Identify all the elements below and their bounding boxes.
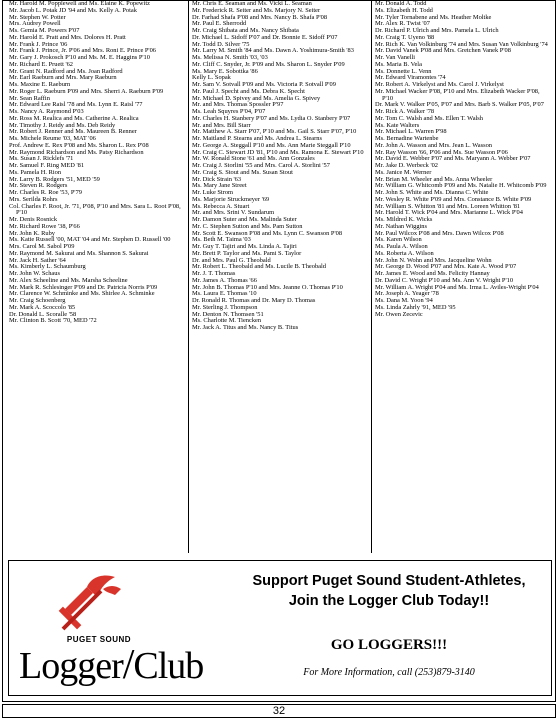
donor-entry: Ms. Mildred K. Wicks — [375, 216, 433, 223]
donor-entry: Dr. Richard P. Ulrich and Mrs. Pamela L. Ulrich — [375, 27, 499, 34]
logo-wordmark — [19, 642, 204, 688]
donor-entry: Ms. Leah Squyres P'04, P'07 — [192, 108, 266, 115]
donor-entry: Mr. Frederick R. Seiter and Ms. Marjory N. Seiter — [192, 6, 321, 14]
donor-entry: Ms. Melissa N. Smith '03, '03 — [192, 54, 268, 61]
logger-club-ad — [8, 560, 552, 696]
donor-entry: Mr. Harold E. Pratt and Mrs. Dolores H. Pratt — [9, 33, 126, 41]
donor-entry: Mr. Rick A. Walker '78 — [375, 108, 435, 115]
donor-entry: Mr. George D. Wood P'07 and Mrs. Kate A. Wood P'07 — [375, 263, 517, 271]
donor-entry: Mr. Denis Rosnick — [9, 216, 58, 223]
donor-entry: Mr. and Mrs. Bill Starr — [192, 121, 251, 129]
donor-entry: Mr. Paul E. Sherrodd — [192, 20, 247, 28]
donor-entry: Ms. Beth M. Taima '03 — [192, 236, 251, 244]
donor-entry: Mr. Tom C. Walsh and Ms. Ellen T. Walsh — [375, 114, 483, 122]
donor-entry: Mr. Tyler Tornabene and Ms. Heather Moltke — [375, 13, 492, 21]
donor-entry: Ms. Nancy A. Raymond P'03 — [9, 108, 84, 115]
donor-entry: Ms. Michele Reume '03, MAT '06 — [9, 135, 96, 142]
donor-entry: Mr. Craig C. Stewart JD '81, P'10 and Ms. Ramona E. Stewart P'10 — [192, 148, 364, 156]
donor-entry: Mr. John K. Ruby — [9, 229, 55, 237]
donor-entry: Ms. Susan J. Ricklefs '71 — [9, 155, 74, 163]
donor-entry: Ms. Laura E. Thomas '10 — [192, 290, 257, 298]
donor-entry: Ms. Pamela H. Rion — [9, 168, 62, 176]
donor-entry: Dr. and Mrs. Paul G. Theobald — [192, 256, 271, 264]
donor-entry: Mr. James E. Wood and Ms. Felicity Hannay — [375, 270, 490, 277]
donor-entry: Mr. Robert J. Renner and Ms. Maureen B. Renner — [9, 128, 137, 136]
donor-entry: Mr. Todd D. Silver '75 — [192, 40, 250, 48]
logo-small-text: PUGET SOUND — [66, 635, 132, 644]
donor-entry: Mr. Paul J. Specht and Ms. Debra K. Specht — [192, 87, 305, 95]
donor-entry: Mr. Mark A. Scoccolo '85 — [9, 303, 76, 311]
donor-entry: Mr. Harold T. Wick P'04 and Mrs. Marianne L. Wick P'04 — [375, 209, 523, 217]
donor-entry: Ms. Donnette L. Venn — [375, 67, 432, 75]
page-number-bar — [2, 704, 556, 718]
donor-entry: Mr. Rich K. Van Volkinburg '74 and Mrs. Susan Van Volkinburg '74 — [375, 40, 548, 48]
donor-entry: Mr. Van Vanelli — [375, 54, 416, 61]
donor-entry: Mr. Stephen W. Potter — [9, 13, 66, 21]
logo-word-right: Club — [133, 645, 204, 687]
donor-columns — [6, 1, 554, 553]
donor-entry: Mr. Jacob L. Potak JD '94 and Ms. Kelly A. Potak — [9, 6, 137, 14]
donor-entry: Ms. Gemia M. Powers P'07 — [9, 27, 80, 34]
donor-entry: Dr. Ronald R. Thomas and Dr. Mary D. Thomas — [192, 297, 316, 304]
donor-entry: Mr. and Mrs. Srini V. Sundarum — [192, 209, 275, 217]
donor-entry: Mrs. Audrey Powell — [9, 20, 61, 28]
donor-entry: Mr. Scott E. Swanson P'08 and Ms. Lynn C. Swanson P'08 — [192, 229, 343, 237]
donor-entry: Mr. Alex R. Twist '07 — [375, 20, 430, 28]
donor-entry: Mr. Richard E. Pruett '62 — [9, 60, 73, 68]
donor-entry: Mr. Craig Schoenberg — [9, 297, 66, 304]
donor-entry: Mr. Nathan Wiggins — [375, 222, 427, 230]
donor-entry: Dr. Farhad Shafa P'08 and Mrs. Nancy B. Shafa P'08 — [192, 13, 328, 21]
donor-entry: Mr. Brian M. Wheeler and Ms. Anna Wheeler — [375, 175, 493, 183]
donor-entry: Mr. Jack H. Sather '64 — [9, 256, 66, 264]
donor-entry: Mr. Robert A. Virkelyst and Ms. Carol J. Virkelyst — [375, 81, 504, 88]
donor-entry: Mr. Steven R. Rodgers — [9, 182, 68, 190]
donor-entry: Mr. Frank J. Prince '06 — [9, 40, 68, 48]
donor-entry: Mr. Michael D. Spivey and Ms. Amelia G. Spivey — [192, 94, 321, 102]
donor-entry: Mr. David Vanek P'08 and Mrs. Gretchen Vanek P'08 — [375, 47, 511, 55]
donor-entry: Ms. Janice M. Werner — [375, 168, 432, 176]
donor-entry: Mr. Roger L. Raeburn P'09 and Mrs. Sherri A. Raeburn P'09 — [9, 87, 164, 95]
donor-entry: Ms. Rebecca A. Stuart — [192, 202, 250, 210]
donor-entry: Ms. Kimberly L. Schaumburg — [9, 263, 86, 271]
donor-entry: Dr. Donald L. Scoralle '58 — [9, 310, 77, 318]
donor-entry: Mr. J. T. Thomas — [192, 270, 236, 277]
donor-entry: Mr. David E. Webber P'07 and Ms. Maryann A. Webber P'07 — [375, 155, 531, 163]
donor-entry: Mr. Timothy J. Reidy and Ms. Deb Reidy — [9, 121, 116, 129]
logo-word-left: Logger — [19, 645, 123, 687]
logger-club-logo — [19, 567, 219, 687]
donor-entry: Mr. Raymond Richardson and Ms. Patsy Richardson — [9, 148, 144, 156]
donor-entry: Ms. Karen Wilson — [375, 236, 422, 244]
ad-go-loggers: GO LOGGERS!!! — [330, 637, 448, 653]
donor-entry: Mr. Charles R. Roe '53, P'79 — [9, 189, 82, 196]
donor-entry: Mr. Joseph A. Yeager '78 — [375, 290, 439, 298]
donor-entry: Mr. Craig T. Uyeno '88 — [375, 33, 435, 41]
donor-entry: Mr. Larry B. Rodgers '51, MED '59 — [9, 175, 100, 183]
donor-entry: Mr. Sean Raffin — [9, 94, 50, 102]
ad-slogan-line-1: Support Puget Sound Student-Athletes, — [252, 573, 526, 589]
donor-entry: Mr. George A. Steggall P'10 and Ms. Ann Marie Steggall P'10 — [192, 141, 351, 149]
ad-contact-info: For More Information, call (253)879-3140 — [303, 667, 475, 678]
donor-entry: Mr. Samuel F. Ring MED '81 — [9, 162, 85, 169]
donor-entry: Mr. William G. Whitcomb P'09 and Ms. Natalie H. Whitcomb P'09 — [375, 182, 547, 190]
donor-entry: Mr. Raymond M. Sakurai and Ms. Shannon S. Sakurai — [9, 249, 149, 257]
donor-entry: Mr. Mark R. Schlesinger P'09 and Dr. Patricia Norris P'09 — [9, 283, 158, 291]
donor-entry: Mr. Ray Wasson '66, P'06 and Ms. Sue Wasson P'06 — [375, 148, 508, 156]
donor-entry: Ms. Kate Walters — [375, 121, 420, 129]
ad-slogan-line-2: Join the Logger Club Today!! — [288, 593, 490, 609]
donor-entry: Mr. Dick Strain '63 — [192, 175, 242, 183]
donor-entry: Mr. Charles H. Stanbery P'07 and Ms. Lydia O. Stanbery P'07 — [192, 114, 351, 122]
donor-entry: Mr. Sam V. Sotvall P'09 and Ms. Victoria P. Sotvall P'09 — [192, 81, 336, 88]
donor-entry: Mr. John W. Schaus — [9, 270, 60, 277]
donor-entry: Mr. Michael Wacker P'08, P'10 and Mrs. Elizabeth Wacker P'08, P'10 — [375, 87, 540, 102]
donor-entry: Mr. Jack A. Titus and Ms. Nancy B. Titus — [192, 324, 299, 331]
donor-entry: Ms. Roberta A. Wilson — [375, 249, 434, 257]
donor-entry: Mr. Guy T. Tajiri and Ms. Linda A. Tajiri — [192, 243, 297, 250]
donor-entry: Mr. John B. Thomas P'10 and Mrs. Jeanne O. Thomas P'10 — [192, 283, 343, 291]
donor-entry: Mr. Paul Wilcox P'08 and Mrs. Dawn Wilcox P'08 — [375, 229, 504, 237]
donor-entry: Ms. Mary Jane Street — [192, 182, 247, 190]
donor-entry: Mr. Frank J. Prince, Jr. P'06 and Mrs. Roni E. Prince P'06 — [9, 47, 156, 55]
donor-entry: Mr. Owen Zecevic — [375, 310, 423, 318]
donor-entry: Mr. Clinton B. Scott '70, MED '72 — [9, 317, 97, 325]
donor-entry: Dr. Michael L. Sidoff P'07 and Dr. Bonnie E. Sidoff P'07 — [192, 33, 338, 41]
donor-entry: Ms. Charlotte M. Tiencken — [192, 317, 262, 325]
donor-entry: Dr. Mark V. Walker P'05, P'07 and Mrs. Barb S. Walker P'05, P'07 — [375, 101, 544, 109]
donor-entry: Ms. Bernadine Wartenbe — [375, 135, 439, 142]
axe-icon — [57, 569, 127, 635]
donor-entry: Ms. Maria B. Vela — [375, 60, 422, 68]
donor-entry: Ms. Paula A. Wilson — [375, 243, 428, 250]
donor-entry: Dr. David C. Wright P'10 and Ms. Ann V. Wright P'10 — [375, 276, 514, 284]
donor-entry: Mr. Ross M. Realica and Ms. Catherine A. Realica — [9, 114, 139, 122]
donor-column-3 — [371, 1, 554, 553]
donor-entry: Mr. Craig Shibata and Ms. Nancy Shibata — [192, 27, 299, 34]
donor-entry: Mr. Brett P. Taylor and Ms. Pami S. Taylor — [192, 249, 302, 257]
donor-entry: Mr. Donald A. Todd — [375, 1, 427, 7]
donor-entry: Mrs. Carol M. Sabol P'09 — [9, 243, 75, 250]
donor-entry: Mr. Denton N. Thomsen '51 — [192, 310, 264, 318]
donor-entry: Ms. Maxine E. Raeburn — [9, 81, 71, 88]
donor-entry: Mr. Alex Scheeline and Ms. Marsha Scheeline — [9, 276, 128, 284]
donor-entry: Mr. John S. White and Ms. Dianna C. White — [375, 189, 489, 196]
donor-entry: Mr. Chris E. Seaman and Ms. Vicki L. Seaman — [192, 1, 312, 7]
donor-entry: Mr. Cliff C. Snyder, Jr. P'09 and Ms. Sharon L. Snyder P'09 — [192, 60, 345, 68]
donor-entry: Mrs. Serilda Rohrs — [9, 195, 58, 203]
donor-entry: Mr. Larry M. Smith '84 and Ms. Dawn A. Yoshimura-Smith '83 — [192, 47, 354, 55]
donor-entry: Ms. Elizabeth H. Todd — [375, 6, 433, 14]
donor-entry: Mr. Earl Raeburn and Mrs. Mary Raeburn — [9, 74, 117, 82]
donor-entry: Mr. Craig S. Stout and Ms. Susan Stout — [192, 168, 293, 176]
donor-entry: Prof. Andrew E. Rex P'08 and Ms. Sharon L. Rex P'08 — [9, 141, 149, 149]
donor-entry: Mr. Gary J. Prokosch P'10 and Ms. M. E. Haggins P'10 — [9, 54, 150, 61]
donor-entry: Mr. Craig J. Storlini '55 and Mrs. Carol A. Storlini '57 — [192, 162, 330, 169]
donor-entry: Mr. and Mrs. Thomas Spossler P'97 — [192, 101, 284, 109]
donor-entry: Mr. Michael L. Warren P'98 — [375, 128, 447, 136]
logo-slash: / — [122, 642, 134, 688]
donor-entry: Ms. Mary E. Sobottka '86 — [192, 67, 258, 75]
donor-entry: Mr. Clarence W. Schminke and Ms. Shirlee A. Schminke — [9, 290, 155, 298]
donor-entry: Mr. Harold M. Popplewell and Ms. Elaine K. Popewitz — [9, 1, 150, 7]
donor-entry: Mr. W. Ronald Stone '61 and Ms. Ann Gonzales — [192, 155, 315, 163]
donor-entry: Mr. Matthew A. Starr P'07, P'10 and Ms. Gail S. Starr P'07, P'10 — [192, 128, 357, 136]
donor-entry: Ms. Katie Russell '00, MAT '04 and Mr. Stephen D. Russell '00 — [9, 236, 171, 244]
donor-entry: Mr. Luke Strom — [192, 189, 234, 196]
donor-entry: Mr. C. Stephen Sutton and Ms. Pam Sutton — [192, 222, 303, 230]
donor-entry: Mr. Grant N. Radford and Ms. Joan Radford — [9, 67, 123, 75]
donor-entry: Col. Charles F. Root, Jr. '71, P'08, P'10 and Mrs. Sara L. Root P'08, P'10 — [9, 202, 181, 217]
donor-entry: Ms. Marjorie Struckmeyer '69 — [192, 195, 270, 203]
donor-entry: Mr. Damon Suter and Ms. Malinda Suter — [192, 216, 297, 223]
donor-entry: Mr. Richard Rowe '38, P'66 — [9, 222, 80, 230]
donor-column-1 — [6, 1, 188, 553]
donor-entry: Mr. Sterling J. Thompson — [192, 303, 258, 311]
donor-entry: Mr. John N. Wohn and Mrs. Jacqueline Wohn — [375, 256, 492, 264]
donor-entry: Ms. Dana M. Yoon '94 — [375, 297, 433, 304]
donor-entry: Kelly L. Sopak — [192, 74, 231, 82]
donor-entry: Mr. Wesley R. White P'09 and Mrs. Constance B. White P'09 — [375, 195, 532, 203]
donor-entry: Mr. Edward Lee Raisl '78 and Ms. Lynn E. Raisl '77 — [9, 101, 143, 109]
donor-entry: Mr. Robert L. Theobald and Ms. Lucile B. Theobald — [192, 263, 326, 271]
donor-entry: Mr. James A. Thomas '66 — [192, 276, 257, 284]
donor-entry: Mr. John A. Wasson and Mrs. Jean L. Wasson — [375, 141, 492, 149]
donor-entry: Mr. William A. Wright P'04 and Ms. Irma L. Aviles-Wright P'04 — [375, 283, 539, 291]
donor-entry: Mr. William S. Whitton '81 and Mrs. Loreen Whitton '81 — [375, 202, 521, 210]
page-number: 32 — [272, 705, 286, 717]
donor-entry: Ms. Linda Zahrly '91, MED '95 — [375, 303, 456, 311]
donor-column-2 — [188, 1, 371, 553]
donor-entry: Mr. Maitland P. Stearns and Ms. Andrea L. Stearns — [192, 135, 322, 142]
donor-entry: Mr. Jake D. Werbeck '02 — [375, 162, 438, 169]
donor-entry: Mr. Edward Viramontes '74 — [375, 74, 446, 82]
